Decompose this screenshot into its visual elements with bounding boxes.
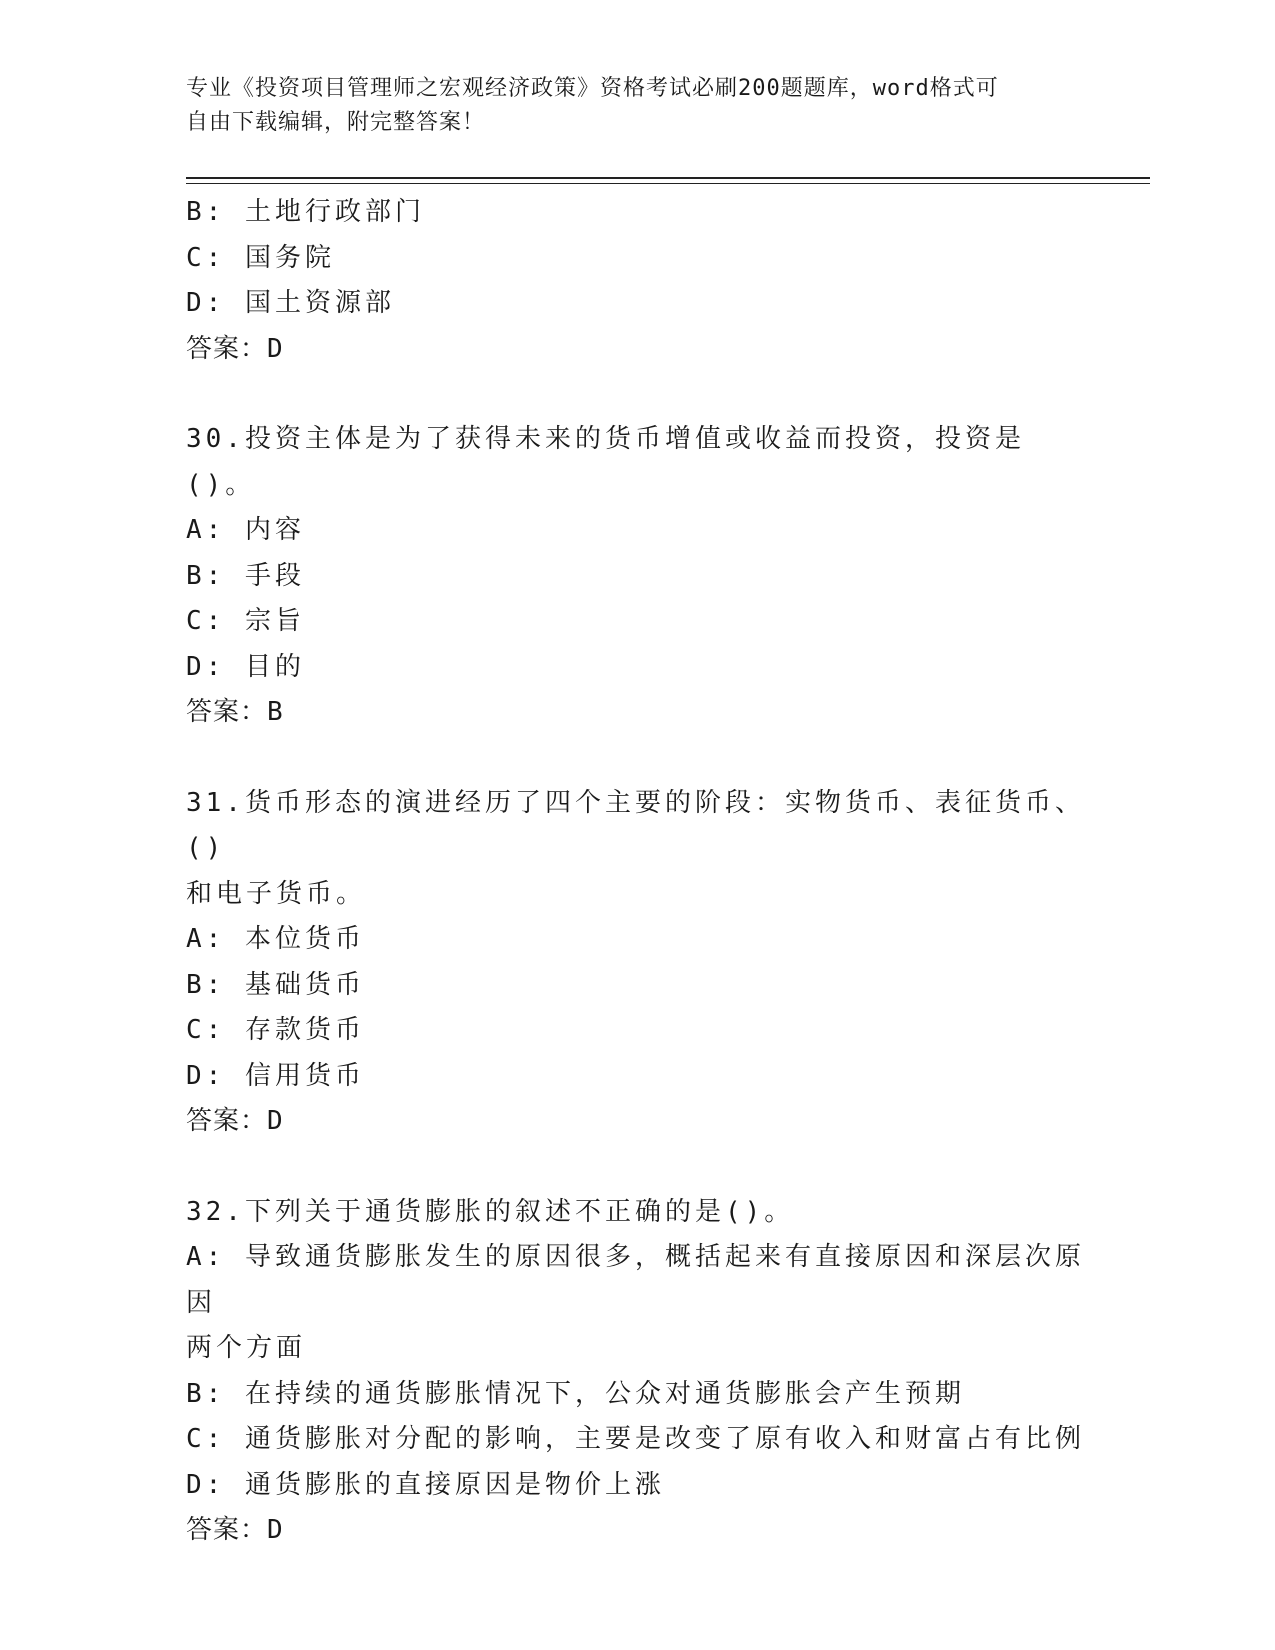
question-stem: 30.投资主体是为了获得未来的货币增值或收益而投资，投资是()。 xyxy=(186,424,1025,500)
answer: 答案：D xyxy=(186,1515,284,1545)
option-c: C: 国务院 xyxy=(186,242,335,273)
question-31 xyxy=(186,781,1086,1145)
header-rule-thin xyxy=(186,183,1150,184)
document-header xyxy=(186,72,1066,140)
answer: 答案：D xyxy=(186,333,284,364)
option-a-line-1: A: 导致通货膨胀发生的原因很多，概括起来有直接原因和深层次原因 xyxy=(186,1242,1085,1318)
header-rule-thick xyxy=(186,177,1150,179)
option-a: A: 本位货币 xyxy=(186,924,365,954)
question-stem-line-2: 和电子货币。 xyxy=(186,878,367,909)
option-c: C: 通货膨胀对分配的影响，主要是改变了原有收入和财富占有比例 xyxy=(186,1424,1085,1454)
option-b: B: 基础货币 xyxy=(186,969,365,1000)
question-stem: 32.下列关于通货膨胀的叙述不正确的是()。 xyxy=(186,1196,795,1227)
option-d: D: 目的 xyxy=(186,651,305,682)
option-c: C: 宗旨 xyxy=(186,606,305,636)
option-d: D: 信用货币 xyxy=(186,1060,365,1091)
option-a-line-2: 两个方面 xyxy=(186,1333,307,1363)
question-32 xyxy=(186,1190,1086,1554)
question-30 xyxy=(186,417,1086,736)
question-29-tail xyxy=(186,190,1086,372)
answer: 答案：D xyxy=(186,1106,284,1136)
option-d: D: 通货膨胀的直接原因是物价上涨 xyxy=(186,1469,665,1500)
option-c: C: 存款货币 xyxy=(186,1015,365,1045)
option-d: D: 国土资源部 xyxy=(186,288,395,318)
question-stem-line-1: 31.货币形态的演进经历了四个主要的阶段：实物货币、表征货币、() xyxy=(186,787,1085,863)
answer: 答案：B xyxy=(186,697,284,727)
option-b: B: 在持续的通货膨胀情况下，公众对通货膨胀会产生预期 xyxy=(186,1378,965,1409)
header-line-1: 专业《投资项目管理师之宏观经济政策》资格考试必刷200题题库，word格式可 xyxy=(186,76,999,101)
option-b: B: 手段 xyxy=(186,560,305,591)
header-line-2: 自由下载编辑，附完整答案！ xyxy=(186,110,486,135)
option-a: A: 内容 xyxy=(186,515,305,545)
option-b: B: 土地行政部门 xyxy=(186,197,425,227)
question-list xyxy=(186,190,1086,1554)
